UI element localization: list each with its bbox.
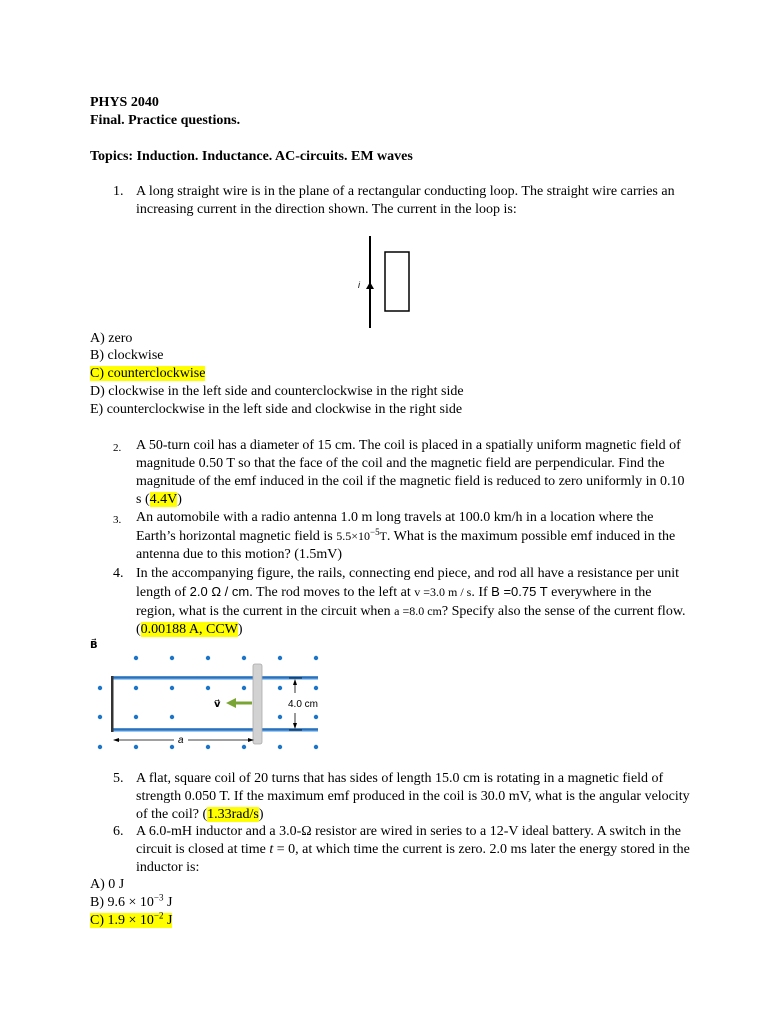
wire-loop-figure [350, 232, 420, 332]
field-dots [98, 656, 318, 749]
field-dot [170, 745, 174, 749]
question-text-body: A flat, square coil of 20 turns that has sides of length 15.0 cm is rotating in a magnetic field of strength 0.050 T. If the maximum emf produced in the coil is 30.0 mV, what is the angular velocity of the coil? ( [136, 771, 690, 822]
field-dot [98, 686, 102, 690]
field-dot [314, 715, 318, 719]
q6-option-a [90, 876, 124, 894]
q1-option-e [90, 401, 462, 419]
field-dot [170, 656, 174, 660]
velocity-label: v⃗ [214, 699, 221, 710]
question-text-part: An automobile with a radio antenna 1.0 m long travels at 100.0 km/h in a location where the Earth’s horizontal magnetic field is [136, 510, 654, 544]
velocity-value: v =3.0 m / s [414, 585, 472, 599]
field-unit: T [379, 529, 387, 543]
question-text-part: A 6.0-mH inductor and a 3.0-Ω resistor are wired in series to a 12-V ideal battery. A switch in the circuit is closed at time [136, 824, 681, 857]
closing-paren: ) [258, 807, 264, 822]
question-text-part: ? Specify also the sense of the current flow. ( [136, 604, 686, 637]
end-piece [111, 676, 114, 732]
option-text: A) zero [90, 331, 133, 346]
field-dot [242, 656, 246, 660]
option-exponent: −2 [153, 910, 164, 921]
course-code: PHYS 2040 [90, 95, 159, 110]
question-number: 3. [113, 514, 122, 526]
field-dot [206, 686, 210, 690]
question-2 [113, 437, 693, 509]
question-text-part: everywhere in the region, what is the current in the circuit when [136, 585, 652, 619]
question-text [136, 437, 693, 509]
magnetic-field-label: B⃗ [90, 640, 98, 651]
resistance-value: 2.0 Ω / cm [189, 584, 250, 599]
question-5 [113, 770, 693, 824]
q1-option-a [90, 330, 132, 348]
question-text-body: A 50-turn coil has a diameter of 15 cm. The coil is placed in a spatially uniform magnetic field of magnitude 0.50 T so that the face of the coil and the magnetic field are perpendicular. Find the magnitude of the emf induced in the coil if the magnetic field is reduced to zero uniformly in 0.10 s ( [136, 438, 685, 507]
field-dot [206, 745, 210, 749]
question-3 [113, 509, 693, 564]
field-dot [314, 656, 318, 660]
option-text: B) 9.6 × 10 [90, 895, 154, 910]
option-text: C) 1.9 × 10 [90, 913, 154, 928]
q1-option-c [90, 365, 205, 383]
field-dot [134, 686, 138, 690]
field-dot [98, 745, 102, 749]
document-title: Final. Practice questions. [90, 113, 241, 128]
option-text: D) clockwise in the left side and counterclockwise in the right side [90, 384, 464, 399]
current-label: i [358, 280, 360, 290]
field-dot [170, 686, 174, 690]
moving-rod [253, 664, 262, 744]
question-6 [113, 823, 693, 877]
option-unit: J [163, 913, 173, 928]
question-text-part: = 0, at which time the current is zero. 2.0 ms later the energy stored in the inductor is: [136, 842, 690, 875]
topics-line: Topics: Induction. Inductance. AC-circuits. EM waves [90, 149, 413, 164]
answer-highlight: 0.00188 A, CCW [140, 622, 238, 637]
field-value: B =0.75 T [491, 584, 548, 599]
field-dot [242, 686, 246, 690]
question-number: 6. [113, 824, 124, 839]
field-value [336, 529, 387, 543]
field-dot [206, 656, 210, 660]
field-mantissa: 5.5×10 [336, 529, 370, 543]
question-1 [113, 183, 693, 219]
question-text [136, 823, 693, 877]
question-text: A long straight wire is in the plane of a rectangular conducting loop. The straight wire carries an increasing current in the direction shown. The current in the loop is: [136, 184, 675, 217]
q6-option-c [90, 912, 172, 930]
question-text [136, 565, 693, 639]
question-text [136, 770, 693, 824]
answer-highlight: 4.4V [149, 492, 178, 507]
question-number: 1. [113, 184, 124, 199]
option-text: E) counterclockwise in the left side and clockwise in the right side [90, 402, 463, 417]
question-text-part: . The rod moves to the left at [249, 585, 415, 600]
field-dot [134, 656, 138, 660]
q1-option-b [90, 347, 163, 365]
question-number: 5. [113, 771, 124, 786]
field-dot [134, 715, 138, 719]
option-text: A) 0 J [90, 877, 125, 892]
field-exponent: −5 [370, 527, 380, 537]
time-variable: t [269, 842, 274, 857]
question-text-part: In the accompanying figure, the rails, connecting end piece, and rod all have a resistance per unit length of [136, 566, 680, 600]
conducting-loop [385, 252, 409, 311]
current-arrow [366, 282, 374, 289]
option-text-highlighted [90, 910, 173, 928]
closing-paren: ) [237, 622, 243, 637]
rail-rod-figure [88, 636, 338, 756]
field-dot [170, 715, 174, 719]
distance-label: a [178, 735, 184, 746]
question-4 [113, 565, 693, 639]
q6-option-b [90, 894, 172, 912]
field-dot [242, 745, 246, 749]
question-number: 4. [113, 566, 124, 581]
question-text-part: . What is the maximum possible emf induced in the antenna due to this motion? (1.5mV) [136, 529, 676, 562]
option-exponent: −3 [153, 892, 164, 903]
answer-highlight: 1.33rad/s [207, 807, 259, 822]
question-text-part: . If [471, 585, 492, 600]
question-text [136, 509, 693, 564]
q1-option-d [90, 383, 464, 401]
option-text: B) clockwise [90, 348, 164, 363]
option-unit: J [163, 895, 173, 910]
field-dot [278, 686, 282, 690]
distance-value: a =8.0 cm [394, 604, 442, 618]
velocity-arrowhead [226, 698, 236, 708]
field-dot [278, 715, 282, 719]
field-dot [278, 745, 282, 749]
field-dot [314, 745, 318, 749]
field-dot [98, 715, 102, 719]
question-number: 2. [113, 442, 122, 454]
closing-paren: ) [177, 492, 182, 507]
field-dot [278, 656, 282, 660]
field-dot [314, 686, 318, 690]
width-label: 4.0 cm [288, 699, 319, 710]
field-dot [134, 745, 138, 749]
option-text-highlighted: C) counterclockwise [90, 366, 206, 381]
